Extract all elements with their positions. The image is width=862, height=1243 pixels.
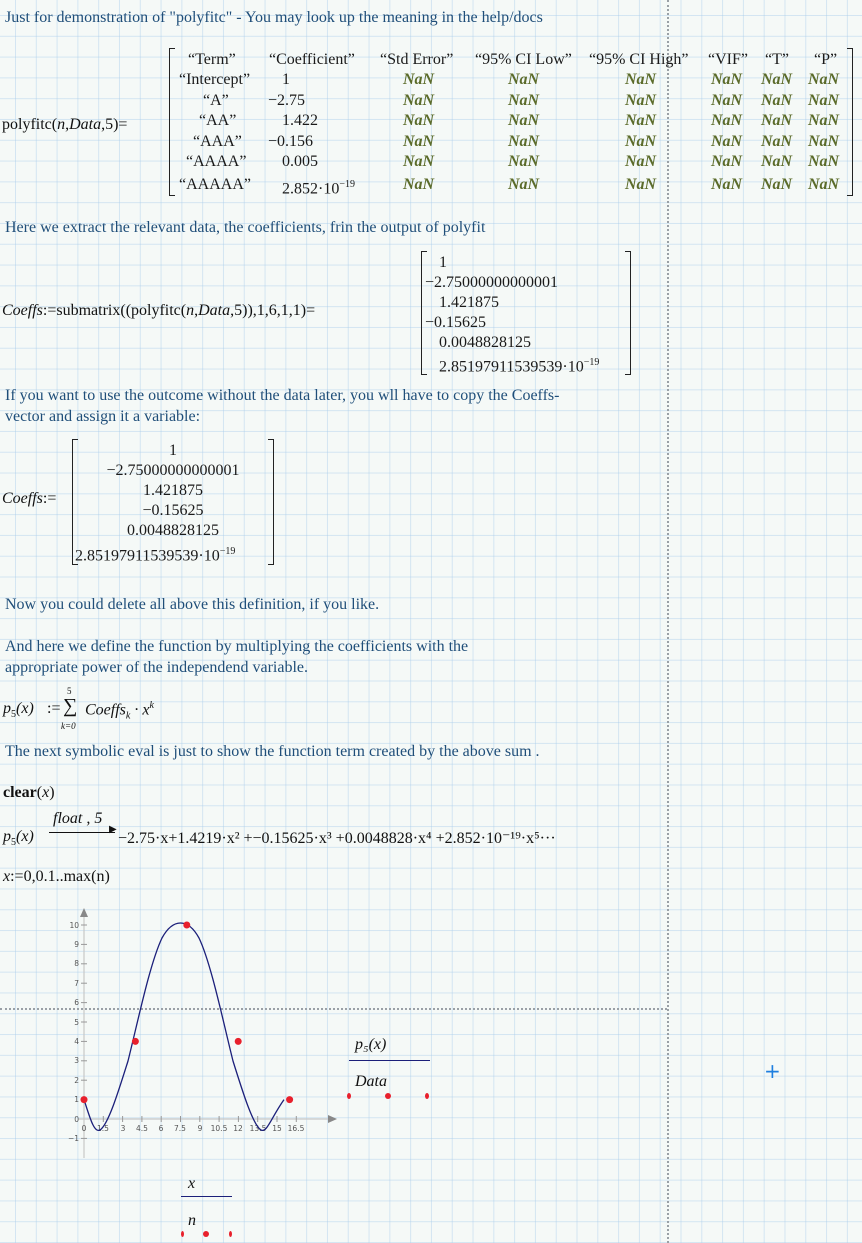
svg-text:1.5: 1.5 [97,1124,109,1133]
svg-text:0: 0 [81,1124,87,1133]
x-expression-trace-line [181,1196,232,1197]
plot-y-expression-1[interactable]: p₅(x) [355,1036,387,1053]
define-text-line-2: appropriate power of the independend variable. [5,659,308,676]
table-row-t: NaN [761,112,793,129]
header-coefficient: “Coefficient” [269,51,355,68]
table-row-p: NaN [808,176,840,193]
trace-marker-icon [347,1093,351,1099]
table-row-vif: NaN [711,71,743,88]
svg-text:2: 2 [74,1076,79,1085]
plot-x-expression-2[interactable]: n [188,1212,196,1229]
plot-y-expression-2[interactable]: Data [355,1073,387,1090]
svg-text:3: 3 [74,1056,79,1065]
trace-marker-icon [425,1093,429,1099]
svg-text:6: 6 [158,1124,164,1133]
table-row-lo: NaN [508,133,540,150]
trace-marker-icon [229,1231,232,1237]
svg-text:0: 0 [74,1115,79,1124]
range-definition[interactable]: x:=0,0.1..max(n) [3,868,110,885]
vector-cell: 1.421875 [439,294,499,311]
vector-cell: 0.0048828125 [439,334,531,351]
svg-text:12: 12 [233,1124,243,1133]
polyfitc-expression[interactable]: polyfitc(n,Data,5)= [2,116,128,133]
svg-text:9: 9 [197,1124,203,1133]
submatrix-result-vector [421,251,631,375]
table-row-hi: NaN [625,112,657,129]
table-row-se: NaN [403,92,435,109]
vector-cell[interactable]: −2.75000000000001 [106,462,240,479]
table-row-se: NaN [403,71,435,88]
header-p: “P” [814,51,838,68]
trace-marker-icon [181,1231,184,1237]
table-row-p: NaN [808,92,840,109]
svg-text:−1: −1 [67,1134,79,1143]
header-ci-high: “95% CI High” [589,51,689,68]
crosshair-cursor-icon[interactable]: + [764,1059,781,1083]
table-row-vif: NaN [711,176,743,193]
svg-text:7: 7 [74,979,79,988]
xy-plot[interactable] [67,903,340,1158]
table-row-coef: $2.852\cdot 10^{-19}$ [282,179,355,198]
svg-text:4.5: 4.5 [136,1124,148,1133]
header-term: “Term” [188,51,236,68]
copy-text-line-2: vector and assign it a variable: [5,408,201,425]
table-row-vif: NaN [711,112,743,129]
define-text-region[interactable] [5,636,468,678]
table-row-coef: 1 [282,71,290,88]
vector-cell: $2.85197911539539\cdot 10^{-19}$ [439,357,600,376]
plot-canvas [67,903,340,1158]
table-row-coef: −2.75 [268,92,306,109]
table-row-vif: NaN [711,153,743,170]
clear-statement[interactable]: clear(x) [3,784,55,801]
table-row-lo: NaN [508,71,540,88]
svg-text:7.5: 7.5 [174,1124,186,1133]
svg-text:3: 3 [120,1124,126,1133]
sum-lower-limit: k=0 [61,721,76,731]
table-row-term: “AA” [199,112,237,129]
trace-marker-icon [385,1093,391,1099]
svg-text:4: 4 [74,1037,79,1046]
table-row-vif: NaN [711,133,743,150]
table-row-term: “AAA” [193,133,242,150]
svg-text:10.5: 10.5 [210,1124,228,1133]
symbolic-evaluation[interactable]: $p_5(x)$ float , 5 ▶ −2.75·x+1.4219·x² +−0.15625·x³ +0.0048828·x⁴ +2.852·10⁻¹⁹·x⁵··· [3,810,556,849]
intro-text-region[interactable]: Just for demonstration of "polyfitc" - You may look up the meaning in the help/docs [5,9,543,26]
vector-cell[interactable]: 1 [169,442,177,459]
table-row-se: NaN [403,176,435,193]
coeffs-definition-vector[interactable] [72,439,274,565]
table-row-hi: NaN [625,92,657,109]
sum-upper-limit: 5 [67,686,72,696]
table-row-term: “Intercept” [179,71,251,88]
extract-text-region[interactable]: Here we extract the relevant data, the coefficients, frin the output of polyfit [5,219,486,236]
table-row-t: NaN [761,153,793,170]
vector-cell[interactable]: 0.0048828125 [127,522,219,539]
svg-text:13.5: 13.5 [249,1124,267,1133]
table-row-se: NaN [403,112,435,129]
table-row-lo: NaN [508,176,540,193]
table-row-hi: NaN [625,176,657,193]
symbolic-note-text-region[interactable]: The next symbolic eval is just to show the function term created by the above sum . [5,743,540,760]
svg-text:15: 15 [272,1124,282,1133]
arrow-line [49,832,115,833]
header-t: “T” [765,51,789,68]
y-expression-trace-line [349,1060,430,1061]
header-std-error: “Std Error” [380,51,454,68]
symbolic-result: −2.75·x+1.4219·x² +−0.15625·x³ +0.0048828·x⁴ +2.852·10⁻¹⁹·x⁵··· [118,830,556,847]
table-row-vif: NaN [711,92,743,109]
table-row-term: “A” [203,92,229,109]
vector-cell: −0.15625 [425,314,487,331]
table-row-lo: NaN [508,153,540,170]
svg-text:1: 1 [74,1095,79,1104]
table-row-p: NaN [808,153,840,170]
symbolic-modifier: float , 5 [53,810,103,827]
submatrix-expression[interactable]: Coeffs:=submatrix((polyfitc(n,Data,5)),1,6,1,1)= [2,302,316,319]
plot-x-expression-1[interactable]: x [188,1175,196,1192]
svg-text:8: 8 [74,959,79,968]
table-row-hi: NaN [625,71,657,88]
define-text-line-1: And here we define the function by multiplying the coefficients with the [5,638,469,655]
header-vif: “VIF” [708,51,748,68]
table-row-term: “AAAAA” [179,176,251,193]
table-row-t: NaN [761,71,793,88]
p5-sum-definition[interactable]: $p_5(x)$ := 5 ∑ k=0 Coeffs$_k$ · $x^k$ [3,686,154,731]
p5-curve [84,923,284,1130]
svg-text:9: 9 [74,940,79,949]
vector-cell: −2.75000000000001 [425,274,559,291]
vector-cell[interactable]: $2.85197911539539\cdot 10^{-19}$ [75,546,236,565]
table-row-term: “AAAA” [186,153,247,170]
vector-cell[interactable]: −0.15625 [142,502,204,519]
svg-text:6: 6 [74,998,79,1007]
table-row-coef: −0.156 [268,133,314,150]
table-row-p: NaN [808,133,840,150]
vector-cell[interactable]: 1.421875 [143,482,203,499]
table-row-coef: 1.422 [282,112,318,129]
arrow-right-icon: ▶ [109,824,117,835]
svg-text:10: 10 [69,921,79,930]
polyfitc-result-matrix [169,48,853,196]
table-row-p: NaN [808,112,840,129]
table-row-t: NaN [761,92,793,109]
coeffs-definition-lhs[interactable]: Coeffs:= [2,490,57,507]
table-row-se: NaN [403,153,435,170]
table-row-se: NaN [403,133,435,150]
polyfitc-func: polyfitc [2,116,52,133]
table-row-coef: 0.005 [282,153,318,170]
table-row-t: NaN [761,176,793,193]
table-row-lo: NaN [508,92,540,109]
table-row-t: NaN [761,133,793,150]
table-row-p: NaN [808,71,840,88]
header-ci-low: “95% CI Low” [475,51,572,68]
svg-text:5: 5 [74,1018,79,1027]
copy-text-region[interactable] [5,385,559,427]
vector-cell: 1 [439,254,447,271]
delete-note-text-region[interactable]: Now you could delete all above this definition, if you like. [5,596,380,613]
table-row-hi: NaN [625,153,657,170]
sigma-icon: ∑ [63,695,78,717]
copy-text-line-1: If you want to use the outcome without the data later, you wll have to copy the Coeffs- [5,387,560,404]
trace-marker-icon [203,1231,209,1237]
table-row-lo: NaN [508,112,540,129]
svg-text:16.5: 16.5 [287,1124,305,1133]
table-row-hi: NaN [625,133,657,150]
